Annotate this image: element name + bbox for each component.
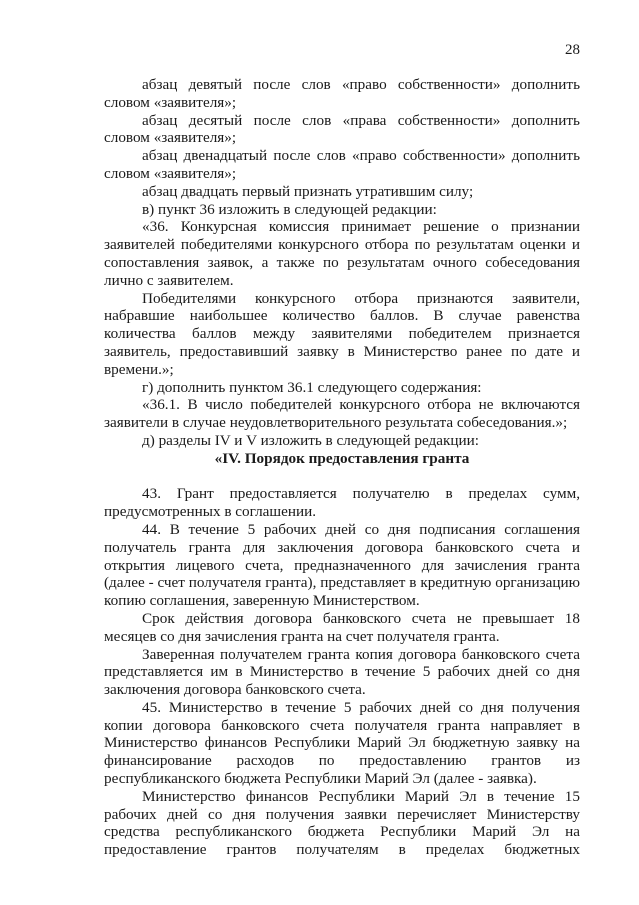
paragraph-4: абзац двадцать первый признать утратившим силу; [142,182,474,200]
paragraph-5: в) пункт 36 изложить в следующей редакции: [142,200,437,218]
spacer [104,468,580,486]
paragraph-3: абзац двенадцатый после слов «право собственности» дополнить словом «заявителя»; [104,147,580,182]
paragraph-44-copy: Заверенная получателем гранта копия договора банковского счета представляется им в Министерство в течение 5 рабочих дней со дня заключения договора банковского счета. [104,645,580,699]
paragraph-8: г) дополнить пунктом 36.1 следующего содержания: [142,378,482,396]
paragraph-45-finance: Министерство финансов Республики Марий Эл в течение 15 рабочих дней со дня получения заявки перечисляет Министерству средства республиканского бюджета Республики Марий Эл на предоставление грантов получателям в пределах бюджетных [104,787,580,859]
paragraph-10: д) разделы IV и V изложить в следующей редакции: [142,431,479,449]
document-body [104,76,580,859]
paragraph-44: 44. В течение 5 рабочих дней со дня подписания соглашения получатель гранта для заключения договора банковского счета и открытия лицевого счета, предназначенного для зачисления гранта (далее - счет получателя гранта), представляет в кредитную организацию копию соглашения, заверенную Министерством. [104,520,580,610]
section-heading: «IV. Порядок предоставления гранта [214,449,470,467]
page-number: 28 [565,42,580,58]
paragraph-7: Победителями конкурсного отбора признаются заявители, набравшие наибольшее количество баллов. В случае равенства количества баллов между заявителями победителем признается заявитель, предоставивший заявку в Министерство ранее по дате и времени.»; [104,289,580,378]
paragraph-6: «36. Конкурсная комиссия принимает решение о признании заявителей победителями конкурсного отбора по результатам оценки и сопоставления заявок, а также по результатам очного собеседования лично с заявителем. [104,218,580,289]
paragraph-1: абзац девятый после слов «право собственности» дополнить словом «заявителя»; [104,76,580,111]
paragraph-9: «36.1. В число победителей конкурсного отбора не включаются заявители в случае неудовлетворительного результата собеседования.»; [104,396,580,432]
paragraph-2: абзац десятый после слов «права собственности» дополнить словом «заявителя»; [104,111,580,147]
paragraph-45: 45. Министерство в течение 5 рабочих дней со дня получения копии договора банковского счета получателя гранта направляет в Министерство финансов Республики Марий Эл бюджетную заявку на финансирование расходов по предоставлению грантов из республиканского бюджета Республики Марий Эл (далее - заявка). [104,698,580,788]
paragraph-44-term: Срок действия договора банковского счета не превышает 18 месяцев со дня зачисления гранта на счет получателя гранта. [104,609,580,645]
paragraph-43: 43. Грант предоставляется получателю в пределах сумм, предусмотренных в соглашении. [104,485,580,521]
